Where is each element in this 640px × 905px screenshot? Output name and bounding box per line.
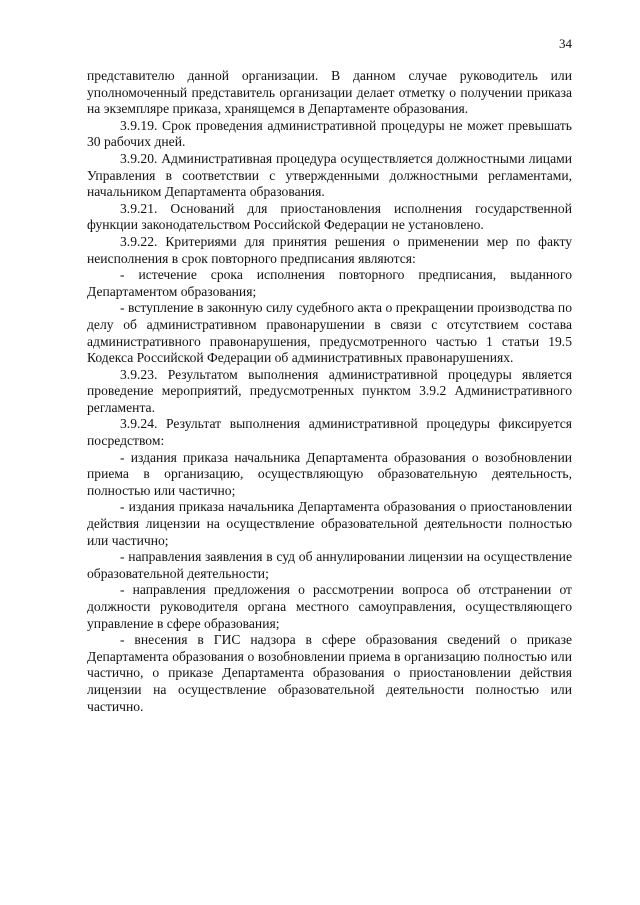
list-item: - истечение срока исполнения повторного предписания, выданного Департаментом образования; xyxy=(87,267,572,299)
list-item: - вступление в законную силу судебного акта о прекращении производства по делу об административном правонарушении в связи с отсутствием состава административного правонарушения, предусмотренного частью 1 статьи 19.5 Кодекса Российской Федерации об административных правонарушениях. xyxy=(87,300,572,366)
paragraph-3-9-24: 3.9.24. Результат выполнения административной процедуры фиксируется посредством: xyxy=(87,416,572,449)
paragraph-3-9-20: 3.9.20. Административная процедура осуществляется должностными лицами Управления в соответствии с утвержденными должностными регламентами, начальником Департамента образования. xyxy=(87,150,572,200)
list-item: - внесения в ГИС надзора в сфере образования сведений о приказе Департамента образования о возобновлении приема в организацию полностью или частично, о приказе Департамента образования о приостановлении действия лицензии на осуществление образовательной деятельности полностью или частично. xyxy=(87,632,572,714)
document-body xyxy=(87,68,572,715)
list-item: - направления заявления в суд об аннулировании лицензии на осуществление образовательной деятельности; xyxy=(87,549,572,581)
list-item: - издания приказа начальника Департамента образования о приостановлении действия лицензии на осуществление образовательной деятельности полностью или частично; xyxy=(87,499,572,548)
paragraph-3-9-19: 3.9.19. Срок проведения административной процедуры не может превышать 30 рабочих дней. xyxy=(87,117,572,150)
page-number: 34 xyxy=(559,36,572,51)
list-item: - направления предложения о рассмотрении вопроса об отстранении от должности руководителя органа местного самоуправления, осуществляющего управление в сфере образования; xyxy=(87,582,572,631)
paragraph-3-9-22: 3.9.22. Критериями для принятия решения о применении мер по факту неисполнения в срок повторного предписания являются: xyxy=(87,233,572,266)
paragraph-3-9-21: 3.9.21. Оснований для приостановления исполнения государственной функции законодательством Российской Федерации не установлено. xyxy=(87,200,572,233)
paragraph-continuation: представителю данной организации. В данном случае руководитель или уполномоченный представитель организации делает отметку о получении приказа на экземпляре приказа, хранящемся в Департаменте образования. xyxy=(87,68,572,117)
paragraph-3-9-23: 3.9.23. Результатом выполнения административной процедуры является проведение мероприятий, предусмотренных пунктом 3.9.2 Административного регламента. xyxy=(87,366,572,415)
list-item: - издания приказа начальника Департамента образования о возобновлении приема в организацию, осуществляющую образовательную деятельность, полностью или частично; xyxy=(87,449,572,498)
